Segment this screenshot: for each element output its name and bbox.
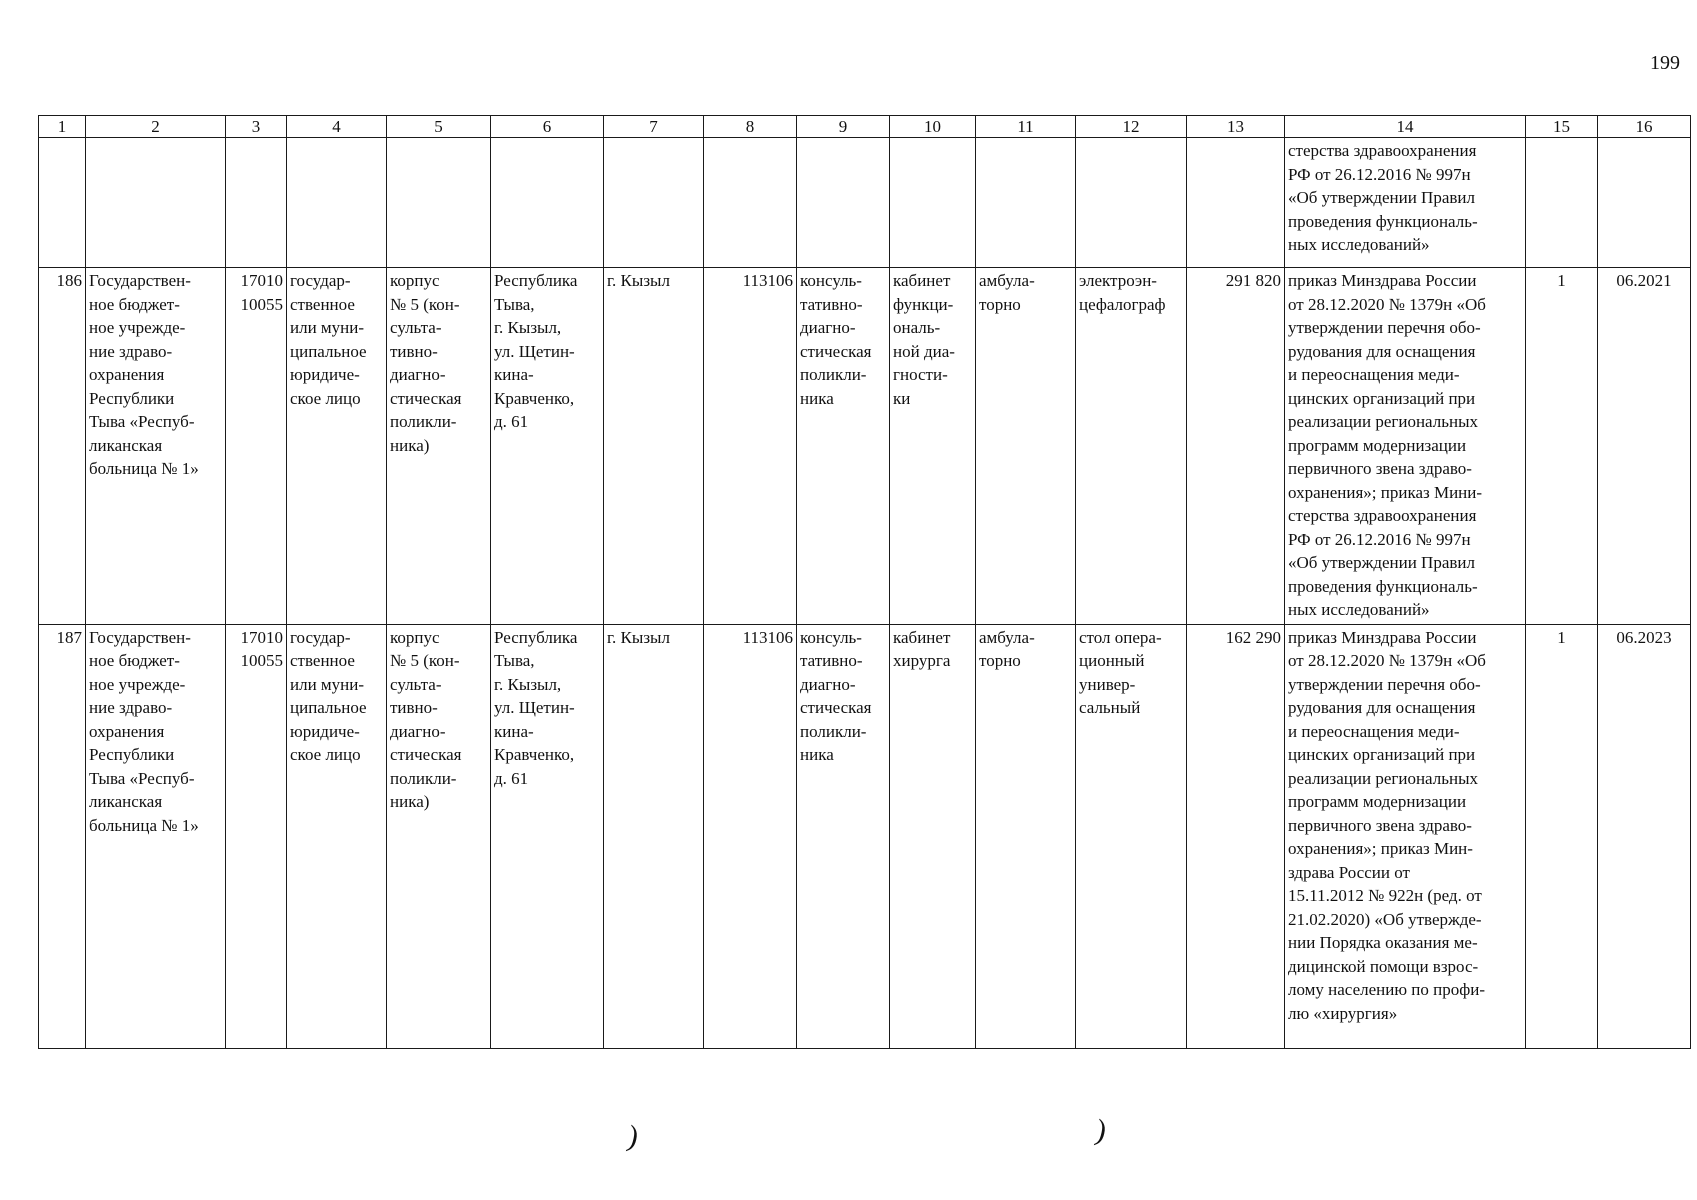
table-cell: стерства здравоохранения РФ от 26.12.2016 № 997н «Об утверждении Правил проведения функциональ- ных исследований» — [1285, 138, 1526, 268]
table-cell: приказ Минздрава России от 28.12.2020 № 1379н «Об утверждении перечня обо- рудования для оснащения и переоснащения меди- цинских организаций при реализации региональных программ модернизации первичного звена здраво- охранения»; приказ Мин- здрава России от 15.11.2012 № 922н (ред. от 21.02.2020) «Об утвержде- нии Порядка оказания ме- дицинской помощи взрос- лому населению по профи- лю «хирургия» — [1285, 624, 1526, 1048]
table-cell: г. Кызыл — [604, 268, 704, 625]
table-cell: 186 — [39, 268, 86, 625]
table-cell: амбула- торно — [976, 624, 1076, 1048]
table-cell — [890, 138, 976, 268]
table-cell: консуль- тативно- диагно- стическая поликли- ника — [797, 268, 890, 625]
table-cell: 187 — [39, 624, 86, 1048]
table-cell: 113106 — [704, 624, 797, 1048]
column-number-header: 5 — [387, 116, 491, 138]
table-cell — [39, 138, 86, 268]
column-number-header: 8 — [704, 116, 797, 138]
table-cell: Государствен- ное бюджет- ное учрежде- ние здраво- охранения Республики Тыва «Респуб- ликанская больница № 1» — [86, 268, 226, 625]
table-cell: приказ Минздрава России от 28.12.2020 № 1379н «Об утверждении перечня обо- рудования для оснащения и переоснащения меди- цинских организаций при реализации региональных программ модернизации первичного звена здраво- охранения»; приказ Мини- стерства здравоохранения РФ от 26.12.2016 № 997н «Об утверждении Правил проведения функциональ- ных исследований» — [1285, 268, 1526, 625]
table-cell: консуль- тативно- диагно- стическая поликли- ника — [797, 624, 890, 1048]
continuation-row — [39, 138, 1691, 268]
table-cell: 162 290 — [1187, 624, 1285, 1048]
table-cell: амбула- торно — [976, 268, 1076, 625]
table-cell: Республика Тыва, г. Кызыл, ул. Щетин- кина- Кравченко, д. 61 — [491, 624, 604, 1048]
table-cell: кабинет хирурга — [890, 624, 976, 1048]
table-cell — [704, 138, 797, 268]
ink-mark: ) — [624, 1119, 642, 1154]
page-number: 199 — [1650, 52, 1680, 74]
table-cell: 06.2023 — [1598, 624, 1691, 1048]
table-cell: государ- ственное или муни- ципальное юридиче- ское лицо — [287, 268, 387, 625]
equipment-table — [38, 115, 1691, 1049]
table-cell: 113106 — [704, 268, 797, 625]
table-body — [39, 116, 1691, 1049]
table-cell — [797, 138, 890, 268]
table-cell — [86, 138, 226, 268]
table-cell: корпус № 5 (кон- сульта- тивно- диагно- стическая поликли- ника) — [387, 624, 491, 1048]
table-cell: 17010 10055 — [226, 268, 287, 625]
table-cell — [1187, 138, 1285, 268]
table-cell — [226, 138, 287, 268]
table-row — [39, 268, 1691, 625]
table-cell — [1076, 138, 1187, 268]
table-cell: 291 820 — [1187, 268, 1285, 625]
table-cell — [1526, 138, 1598, 268]
column-number-header: 4 — [287, 116, 387, 138]
table-cell: кабинет функци- ональ- ной диа- гности- ки — [890, 268, 976, 625]
column-number-header: 16 — [1598, 116, 1691, 138]
table-cell: Республика Тыва, г. Кызыл, ул. Щетин- кина- Кравченко, д. 61 — [491, 268, 604, 625]
table-cell: государ- ственное или муни- ципальное юридиче- ское лицо — [287, 624, 387, 1048]
table-cell: корпус № 5 (кон- сульта- тивно- диагно- стическая поликли- ника) — [387, 268, 491, 625]
table-cell — [287, 138, 387, 268]
column-number-header: 14 — [1285, 116, 1526, 138]
table-cell: 1 — [1526, 268, 1598, 625]
table-cell: Государствен- ное бюджет- ное учрежде- ние здраво- охранения Республики Тыва «Респуб- ликанская больница № 1» — [86, 624, 226, 1048]
table-row — [39, 624, 1691, 1048]
column-number-header: 10 — [890, 116, 976, 138]
table-cell: 06.2021 — [1598, 268, 1691, 625]
column-number-header: 2 — [86, 116, 226, 138]
table-cell — [976, 138, 1076, 268]
column-number-header: 6 — [491, 116, 604, 138]
table-cell: 1 — [1526, 624, 1598, 1048]
column-number-header: 1 — [39, 116, 86, 138]
ink-mark: ) — [1092, 1113, 1110, 1148]
column-number-header: 12 — [1076, 116, 1187, 138]
table-cell: 17010 10055 — [226, 624, 287, 1048]
table-cell — [491, 138, 604, 268]
table-cell: электроэн- цефалограф — [1076, 268, 1187, 625]
table-cell: г. Кызыл — [604, 624, 704, 1048]
column-number-header: 11 — [976, 116, 1076, 138]
header-row — [39, 116, 1691, 138]
table-cell — [1598, 138, 1691, 268]
column-number-header: 3 — [226, 116, 287, 138]
table-cell — [604, 138, 704, 268]
table-cell: стол опера- ционный универ- сальный — [1076, 624, 1187, 1048]
column-number-header: 15 — [1526, 116, 1598, 138]
column-number-header: 13 — [1187, 116, 1285, 138]
column-number-header: 7 — [604, 116, 704, 138]
table-cell — [387, 138, 491, 268]
column-number-header: 9 — [797, 116, 890, 138]
